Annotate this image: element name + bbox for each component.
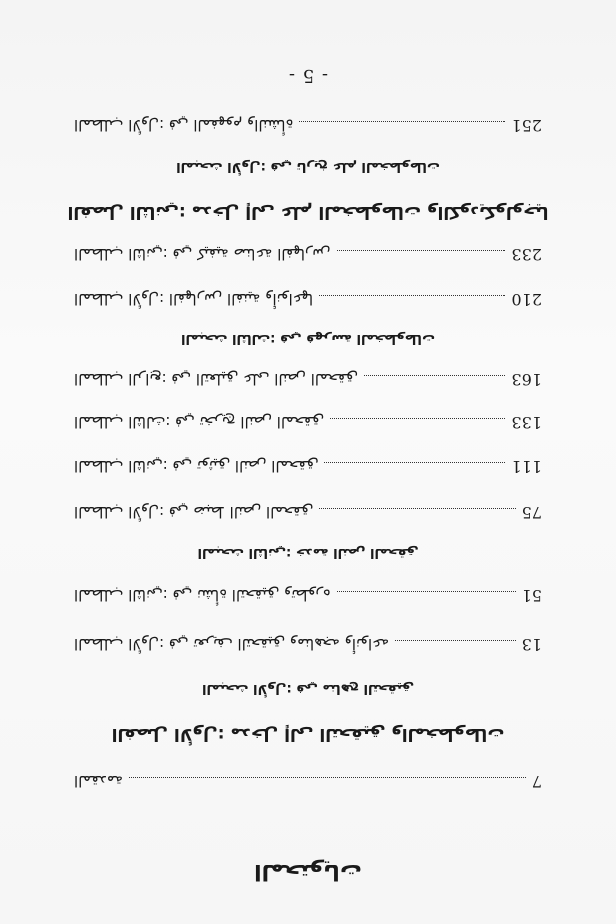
section-heading: المبحث الثاني: خدمة النص المحقق (197, 545, 419, 560)
toc-row-page: 233 (511, 245, 542, 264)
leader-dots (324, 462, 505, 463)
toc-row (74, 413, 542, 437)
toc-row-page: 75 (521, 503, 542, 522)
toc-row-title: المطلب الثاني: في كيفية صناعة الفهارس (74, 245, 331, 263)
toc-row-title: المطلب الأول: في المفهوم والنشأة (74, 116, 294, 134)
toc-row (74, 370, 542, 394)
toc-row-page: 7 (531, 772, 542, 791)
toc-row (74, 772, 542, 796)
section-heading: المبحث الثالث: في فهرسة المخطوطات (181, 331, 435, 346)
toc-row-title: المطلب الثاني: في توثيق النص المحقق (74, 457, 319, 475)
section-heading: المبحث الأول: في تاريخ علم المخطوطات (176, 159, 440, 174)
leader-dots (337, 250, 506, 251)
leader-dots (395, 640, 516, 641)
toc-row-title: المطلب الأول: في تعريف التحقيق ومناهجه وأنواعه (74, 635, 390, 653)
toc-row (74, 245, 542, 269)
toc-row (74, 116, 542, 140)
leader-dots (337, 591, 516, 592)
toc-row-title: المطلب الأول: في ضبط النص المحقق (74, 503, 314, 521)
toc-row (74, 503, 542, 527)
contents-heading: المحتويات (254, 859, 362, 884)
leader-dots (129, 777, 526, 778)
toc-row-title: المطلب الثاني: في نشأة التحقيق وتطوره (74, 586, 331, 604)
chapter-heading: الفصل الأول: مدخل إلى التحقيق والمخطوطات (111, 724, 505, 744)
toc-row-title: المقدمة (74, 772, 123, 790)
toc-row-title: المطلب الرابع: في التعليق على النص المحقق (74, 370, 358, 388)
section-heading: المبحث الأول: في مناهج التحقيق (202, 681, 414, 696)
toc-row-title: المطلب الأول: الفهارس الفنية وأنواعها (74, 290, 314, 308)
leader-dots (330, 418, 506, 419)
toc-row-page: 251 (511, 116, 542, 135)
leader-dots (319, 508, 515, 509)
leader-dots (364, 375, 506, 376)
toc-row (74, 290, 542, 314)
toc-row (74, 457, 542, 481)
toc-row (74, 586, 542, 610)
toc-row-page: 13 (521, 635, 542, 654)
toc-row-title: المطلب الثالث: في تخريج النص المحقق (74, 413, 324, 431)
toc-row-page: 210 (511, 290, 542, 309)
toc-row (74, 635, 542, 659)
chapter-heading: الفصل الثاني: مدخل إلى علم المخطوطات والكوديكولوجيا (67, 202, 549, 222)
toc-row-page: 133 (511, 413, 542, 432)
leader-dots (319, 295, 505, 296)
leader-dots (299, 121, 505, 122)
toc-row-page: 51 (521, 586, 542, 605)
page-number: - 5 - (287, 65, 329, 86)
toc-row-page: 111 (511, 457, 542, 476)
toc-row-page: 163 (511, 370, 542, 389)
